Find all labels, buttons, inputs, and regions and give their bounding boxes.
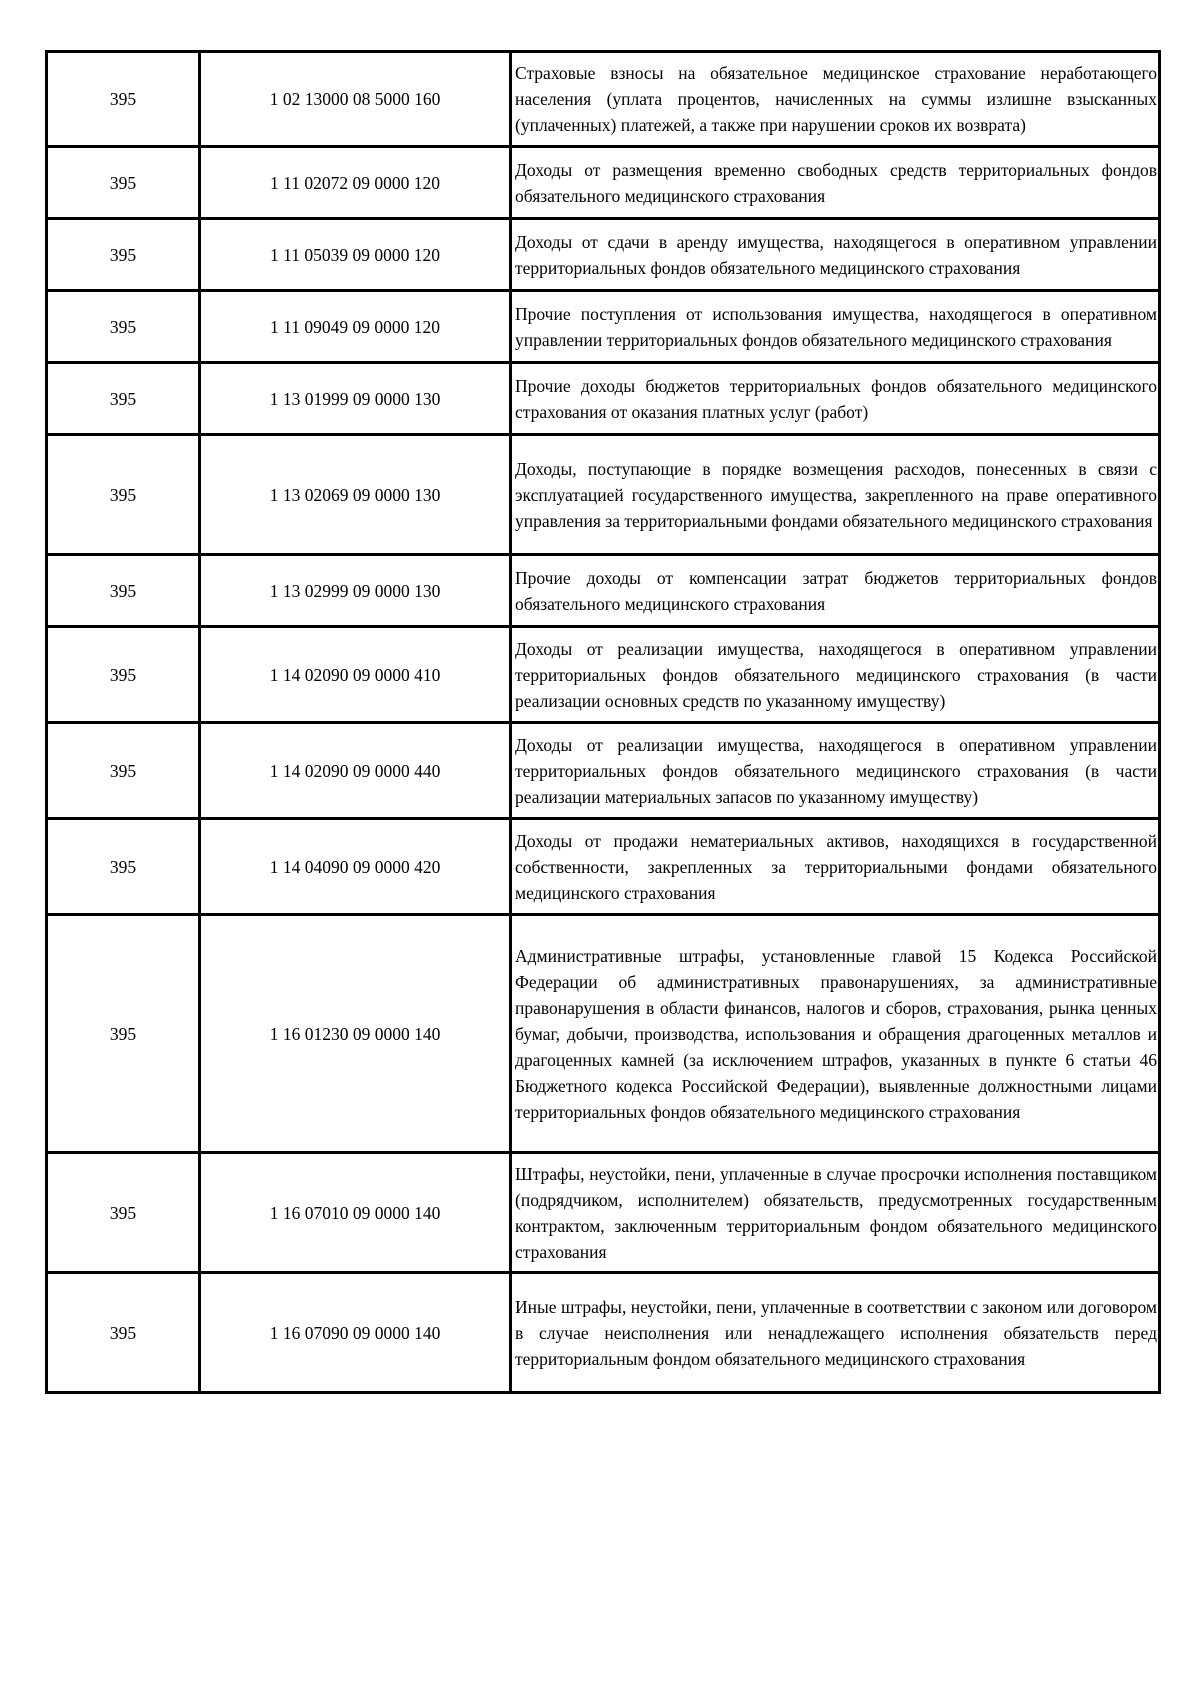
income-description-cell [511, 627, 1160, 723]
income-description-text: Доходы, поступающие в порядке возмещения расходов, понесенных в связи с эксплуатацией государственного имущества, закрепленного на праве оперативного управления за территориальными фондами обязательного медицинского страхования [515, 458, 1157, 531]
table-row [47, 219, 1160, 291]
income-description-text: Доходы от продажи нематериальных активов, находящихся в государственной собственности, закрепленных за территориальными фондами обязательного медицинского страхования [515, 830, 1157, 903]
admin-code-cell: 395 [47, 291, 200, 363]
admin-code-cell: 395 [47, 219, 200, 291]
budget-classification-code-cell: 1 11 05039 09 0000 120 [200, 219, 511, 291]
income-description-text: Прочие доходы бюджетов территориальных фондов обязательного медицинского страхования от оказания платных услуг (работ) [515, 375, 1157, 422]
table-row [47, 147, 1160, 219]
income-description-text: Прочие доходы от компенсации затрат бюджетов территориальных фондов обязательного медицинского страхования [515, 567, 1157, 614]
income-description-text: Доходы от сдачи в аренду имущества, находящегося в оперативном управлении территориальных фондов обязательного медицинского страхования [515, 231, 1157, 278]
admin-code-cell: 395 [47, 555, 200, 627]
income-description-cell [511, 291, 1160, 363]
budget-classification-code-cell: 1 16 01230 09 0000 140 [200, 915, 511, 1153]
income-description-text: Прочие поступления от использования имущества, находящегося в оперативном управлении территориальных фондов обязательного медицинского страхования [515, 303, 1157, 350]
table-row [47, 1273, 1160, 1393]
admin-code-cell: 395 [47, 435, 200, 555]
budget-classification-code-cell: 1 02 13000 08 5000 160 [200, 52, 511, 147]
income-description-cell [511, 219, 1160, 291]
table-row [47, 363, 1160, 435]
income-description-cell [511, 555, 1160, 627]
admin-code-cell: 395 [47, 723, 200, 819]
income-description-cell [511, 363, 1160, 435]
budget-classification-code-cell: 1 14 02090 09 0000 440 [200, 723, 511, 819]
budget-codes-table [45, 50, 1161, 1394]
table-row [47, 555, 1160, 627]
budget-classification-code-cell: 1 16 07010 09 0000 140 [200, 1153, 511, 1273]
table-body [47, 52, 1160, 1393]
admin-code-cell: 395 [47, 627, 200, 723]
table-row [47, 291, 1160, 363]
budget-classification-code-cell: 1 11 09049 09 0000 120 [200, 291, 511, 363]
income-description-text: Штрафы, неустойки, пени, уплаченные в случае просрочки исполнения поставщиком (подрядчиком, исполнителем) обязательств, предусмотренных государственным контрактом, заключенным территориальным фондом обязательного медицинского страхования [515, 1163, 1157, 1262]
income-description-cell [511, 915, 1160, 1153]
income-description-text: Иные штрафы, неустойки, пени, уплаченные в соответствии с законом или договором в случае неисполнения или ненадлежащего исполнения обязательств перед территориальным фондом обязательного медицинского страхования [515, 1296, 1157, 1369]
budget-classification-code-cell: 1 13 02999 09 0000 130 [200, 555, 511, 627]
admin-code-cell: 395 [47, 52, 200, 147]
admin-code-cell: 395 [47, 819, 200, 915]
income-description-cell [511, 819, 1160, 915]
income-description-text: Страховые взносы на обязательное медицинское страхование неработающего населения (уплата процентов, начисленных на суммы излишне взысканных (уплаченных) платежей, а также при нарушении сроков их возврата) [515, 63, 1157, 135]
budget-classification-code-cell: 1 13 01999 09 0000 130 [200, 363, 511, 435]
income-description-text: Доходы от реализации имущества, находящегося в оперативном управлении территориальных фондов обязательного медицинского страхования (в части реализации основных средств по указанному имуществу) [515, 638, 1157, 711]
table-row [47, 1153, 1160, 1273]
income-description-cell [511, 147, 1160, 219]
income-description-text: Доходы от реализации имущества, находящегося в оперативном управлении территориальных фондов обязательного медицинского страхования (в части реализации материальных запасов по указанному имуществу) [515, 734, 1157, 807]
table-row [47, 723, 1160, 819]
admin-code-cell: 395 [47, 915, 200, 1153]
budget-classification-code-cell: 1 14 02090 09 0000 410 [200, 627, 511, 723]
income-description-cell [511, 1273, 1160, 1393]
table-row [47, 915, 1160, 1153]
income-description-cell [511, 52, 1160, 147]
budget-classification-code-cell: 1 11 02072 09 0000 120 [200, 147, 511, 219]
table-row [47, 435, 1160, 555]
budget-classification-code-cell: 1 13 02069 09 0000 130 [200, 435, 511, 555]
income-description-cell [511, 1153, 1160, 1273]
budget-classification-code-cell: 1 14 04090 09 0000 420 [200, 819, 511, 915]
table-row [47, 627, 1160, 723]
income-description-text: Доходы от размещения временно свободных средств территориальных фондов обязательного медицинского страхования [515, 159, 1157, 206]
income-description-cell [511, 723, 1160, 819]
table-row [47, 52, 1160, 147]
income-description-text: Административные штрафы, установленные главой 15 Кодекса Российской Федерации об административных правонарушениях, за административные правонарушения в области финансов, налогов и сборов, страхования, рынка ценных бумаг, добычи, производства, использования и обращения драгоценных металлов и драгоценных камней (за исключением штрафов, указанных в пункте 6 статьи 46 Бюджетного кодекса Российской Федерации), выявленные должностными лицами территориальных фондов обязательного медицинского страхования [515, 945, 1157, 1122]
admin-code-cell: 395 [47, 1153, 200, 1273]
budget-classification-code-cell: 1 16 07090 09 0000 140 [200, 1273, 511, 1393]
income-description-cell [511, 435, 1160, 555]
admin-code-cell: 395 [47, 147, 200, 219]
table-row [47, 819, 1160, 915]
admin-code-cell: 395 [47, 363, 200, 435]
admin-code-cell: 395 [47, 1273, 200, 1393]
